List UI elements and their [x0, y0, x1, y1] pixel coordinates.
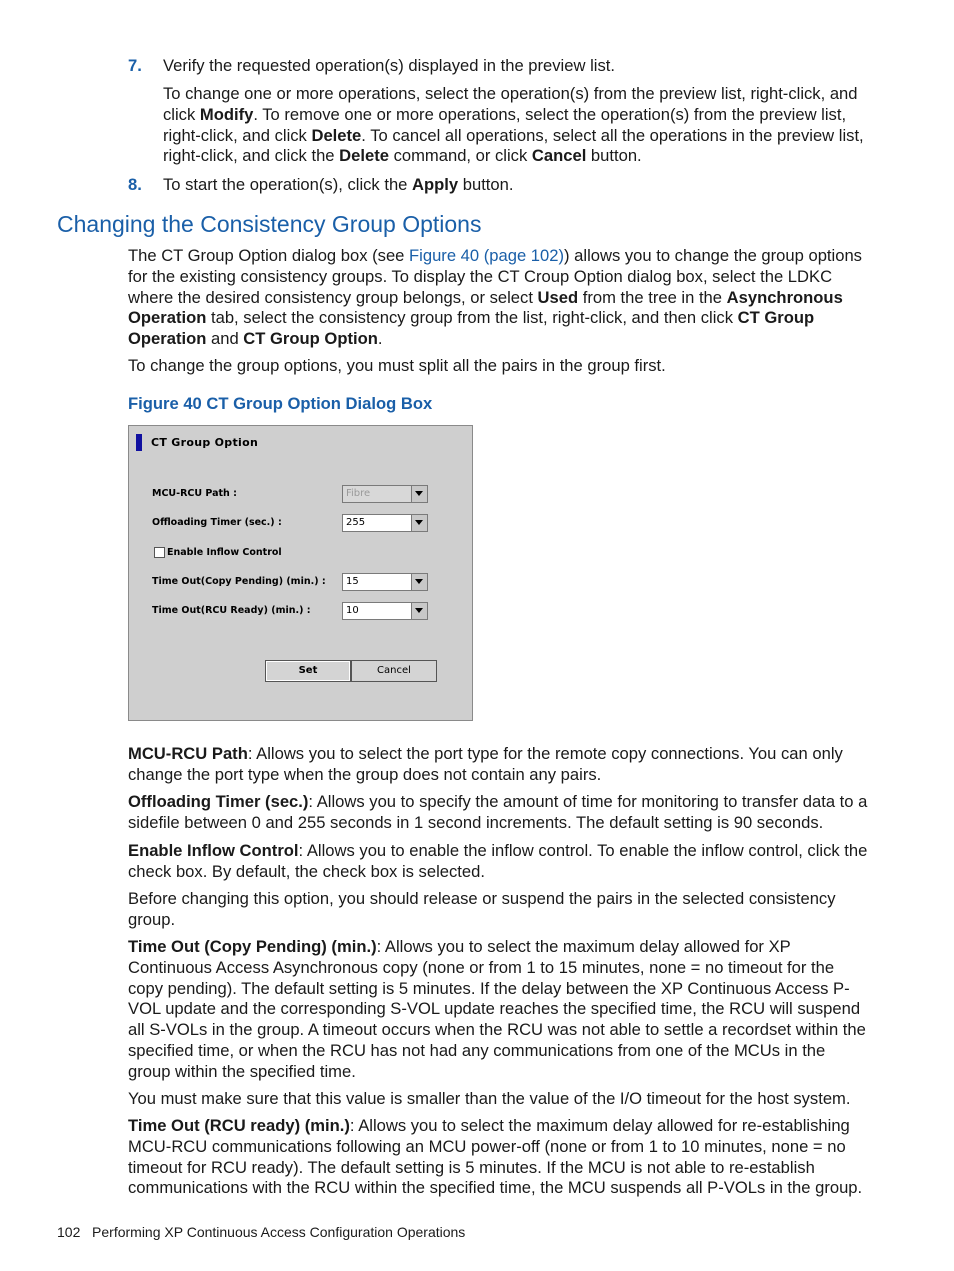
dialog-title: CT Group Option [151, 436, 259, 449]
desc-mcu-rcu-path: MCU-RCU Path: Allows you to select the port type for the remote copy connections. You can only change the port type when the group does not contain any pairs. [128, 744, 843, 784]
copy-pending-label: Time Out(Copy Pending) (min.) : [152, 576, 326, 587]
cancel-button[interactable]: Cancel [351, 660, 437, 682]
offloading-timer-label: Offloading Timer (sec.) : [152, 517, 282, 528]
page-number: 102 [57, 1224, 81, 1240]
chevron-down-icon[interactable] [411, 603, 427, 619]
step-text: To start the operation(s), click the Apply button. [163, 175, 514, 194]
figure-link[interactable]: Figure 40 (page 102) [409, 246, 565, 265]
title-accent-bar [136, 434, 142, 451]
mcu-rcu-path-select[interactable] [342, 485, 428, 503]
inflow-note: Before changing this option, you should release or suspend the pairs in the selected consistency group. [128, 889, 836, 929]
offloading-timer-select[interactable] [342, 514, 428, 532]
step-number: 7. [128, 56, 142, 75]
desc-offloading-timer: Offloading Timer (sec.): Allows you to specify the amount of time for monitoring to transfer data to a sidefile between 0 and 255 seconds in 1 second increments. The default setting is 90 seconds. [128, 792, 868, 832]
step-number: 8. [128, 175, 142, 194]
chevron-down-icon[interactable] [411, 515, 427, 531]
ct-group-option-dialog [128, 425, 473, 721]
rcu-ready-select[interactable] [342, 602, 428, 620]
chevron-down-icon [411, 486, 427, 502]
offloading-timer-value: 255 [346, 517, 366, 528]
figure-caption: Figure 40 CT Group Option Dialog Box [128, 394, 433, 413]
page-footer [57, 1223, 465, 1241]
enable-inflow-label: Enable Inflow Control [167, 547, 282, 558]
step-text: Verify the requested operation(s) displayed in the preview list. [163, 56, 615, 75]
desc-rcu-ready: Time Out (RCU ready) (min.): Allows you to select the maximum delay allowed for re-establishing MCU-RCU communications following an MCU power-off (none or from 1 to 10 minutes, none = no timeout for RCU ready). The default setting is 5 minutes. If the MCU is not able to re-establish communications with the RCU within the specified time, the MCU suspends all P-VOLs in the group. [128, 1116, 863, 1198]
mcu-rcu-path-label: MCU-RCU Path : [152, 488, 237, 499]
rcu-ready-value: 10 [346, 605, 359, 616]
rcu-ready-label: Time Out(RCU Ready) (min.) : [152, 605, 311, 616]
mcu-rcu-path-value: Fibre [346, 488, 371, 499]
chevron-down-icon[interactable] [411, 574, 427, 590]
desc-copy-pending: Time Out (Copy Pending) (min.): Allows you to select the maximum delay allowed for XP Continuous Access Asynchronous copy (none or from 1 to 15 minutes, none = no timeout for the copy pending). The default setting is 5 minutes. If the delay between the XP Continuous Access P-VOL update and the corresponding S-VOL update reaches the specified time, the RCU will suspend all S-VOLs in the group. A timeout occurs when the RCU was not able to settle a recordset within the specified time, or when the RCU has not had any communications from one of the MCUs in the group within the specified time. [128, 937, 866, 1081]
section-intro: The CT Group Option dialog box (see Figure 40 (page 102)) allows you to change the group options for the existing consistency groups. To display the CT Croup Option dialog box, select the LDKC where the desired consistency group belongs, or select Used from the tree in the Asynchronous Operation tab, select the consistency group from the list, right-click, and then click CT Group Operation and CT Group Option. [128, 246, 862, 349]
section-heading: Changing the Consistency Group Options [57, 211, 482, 237]
chapter-title: Performing XP Continuous Access Configuration Operations [92, 1224, 466, 1240]
split-note: To change the group options, you must split all the pairs in the group first. [128, 356, 666, 375]
step-7-detail: To change one or more operations, select the operation(s) from the preview list, right-click, and click Modify. To remove one or more operations, select the operation(s) from the preview list, right-click, and click Delete. To cancel all operations, select all the operations in the preview list, right-click, and click the Delete command, or click Cancel button. [163, 84, 864, 166]
copy-pending-select[interactable] [342, 573, 428, 591]
enable-inflow-checkbox[interactable] [154, 547, 165, 558]
desc-enable-inflow: Enable Inflow Control: Allows you to enable the inflow control. To enable the inflow control, click the check box. By default, the check box is selected. [128, 841, 868, 881]
copy-pending-note: You must make sure that this value is smaller than the value of the I/O timeout for the host system. [128, 1089, 851, 1108]
copy-pending-value: 15 [346, 576, 359, 587]
set-button[interactable]: Set [265, 660, 351, 682]
